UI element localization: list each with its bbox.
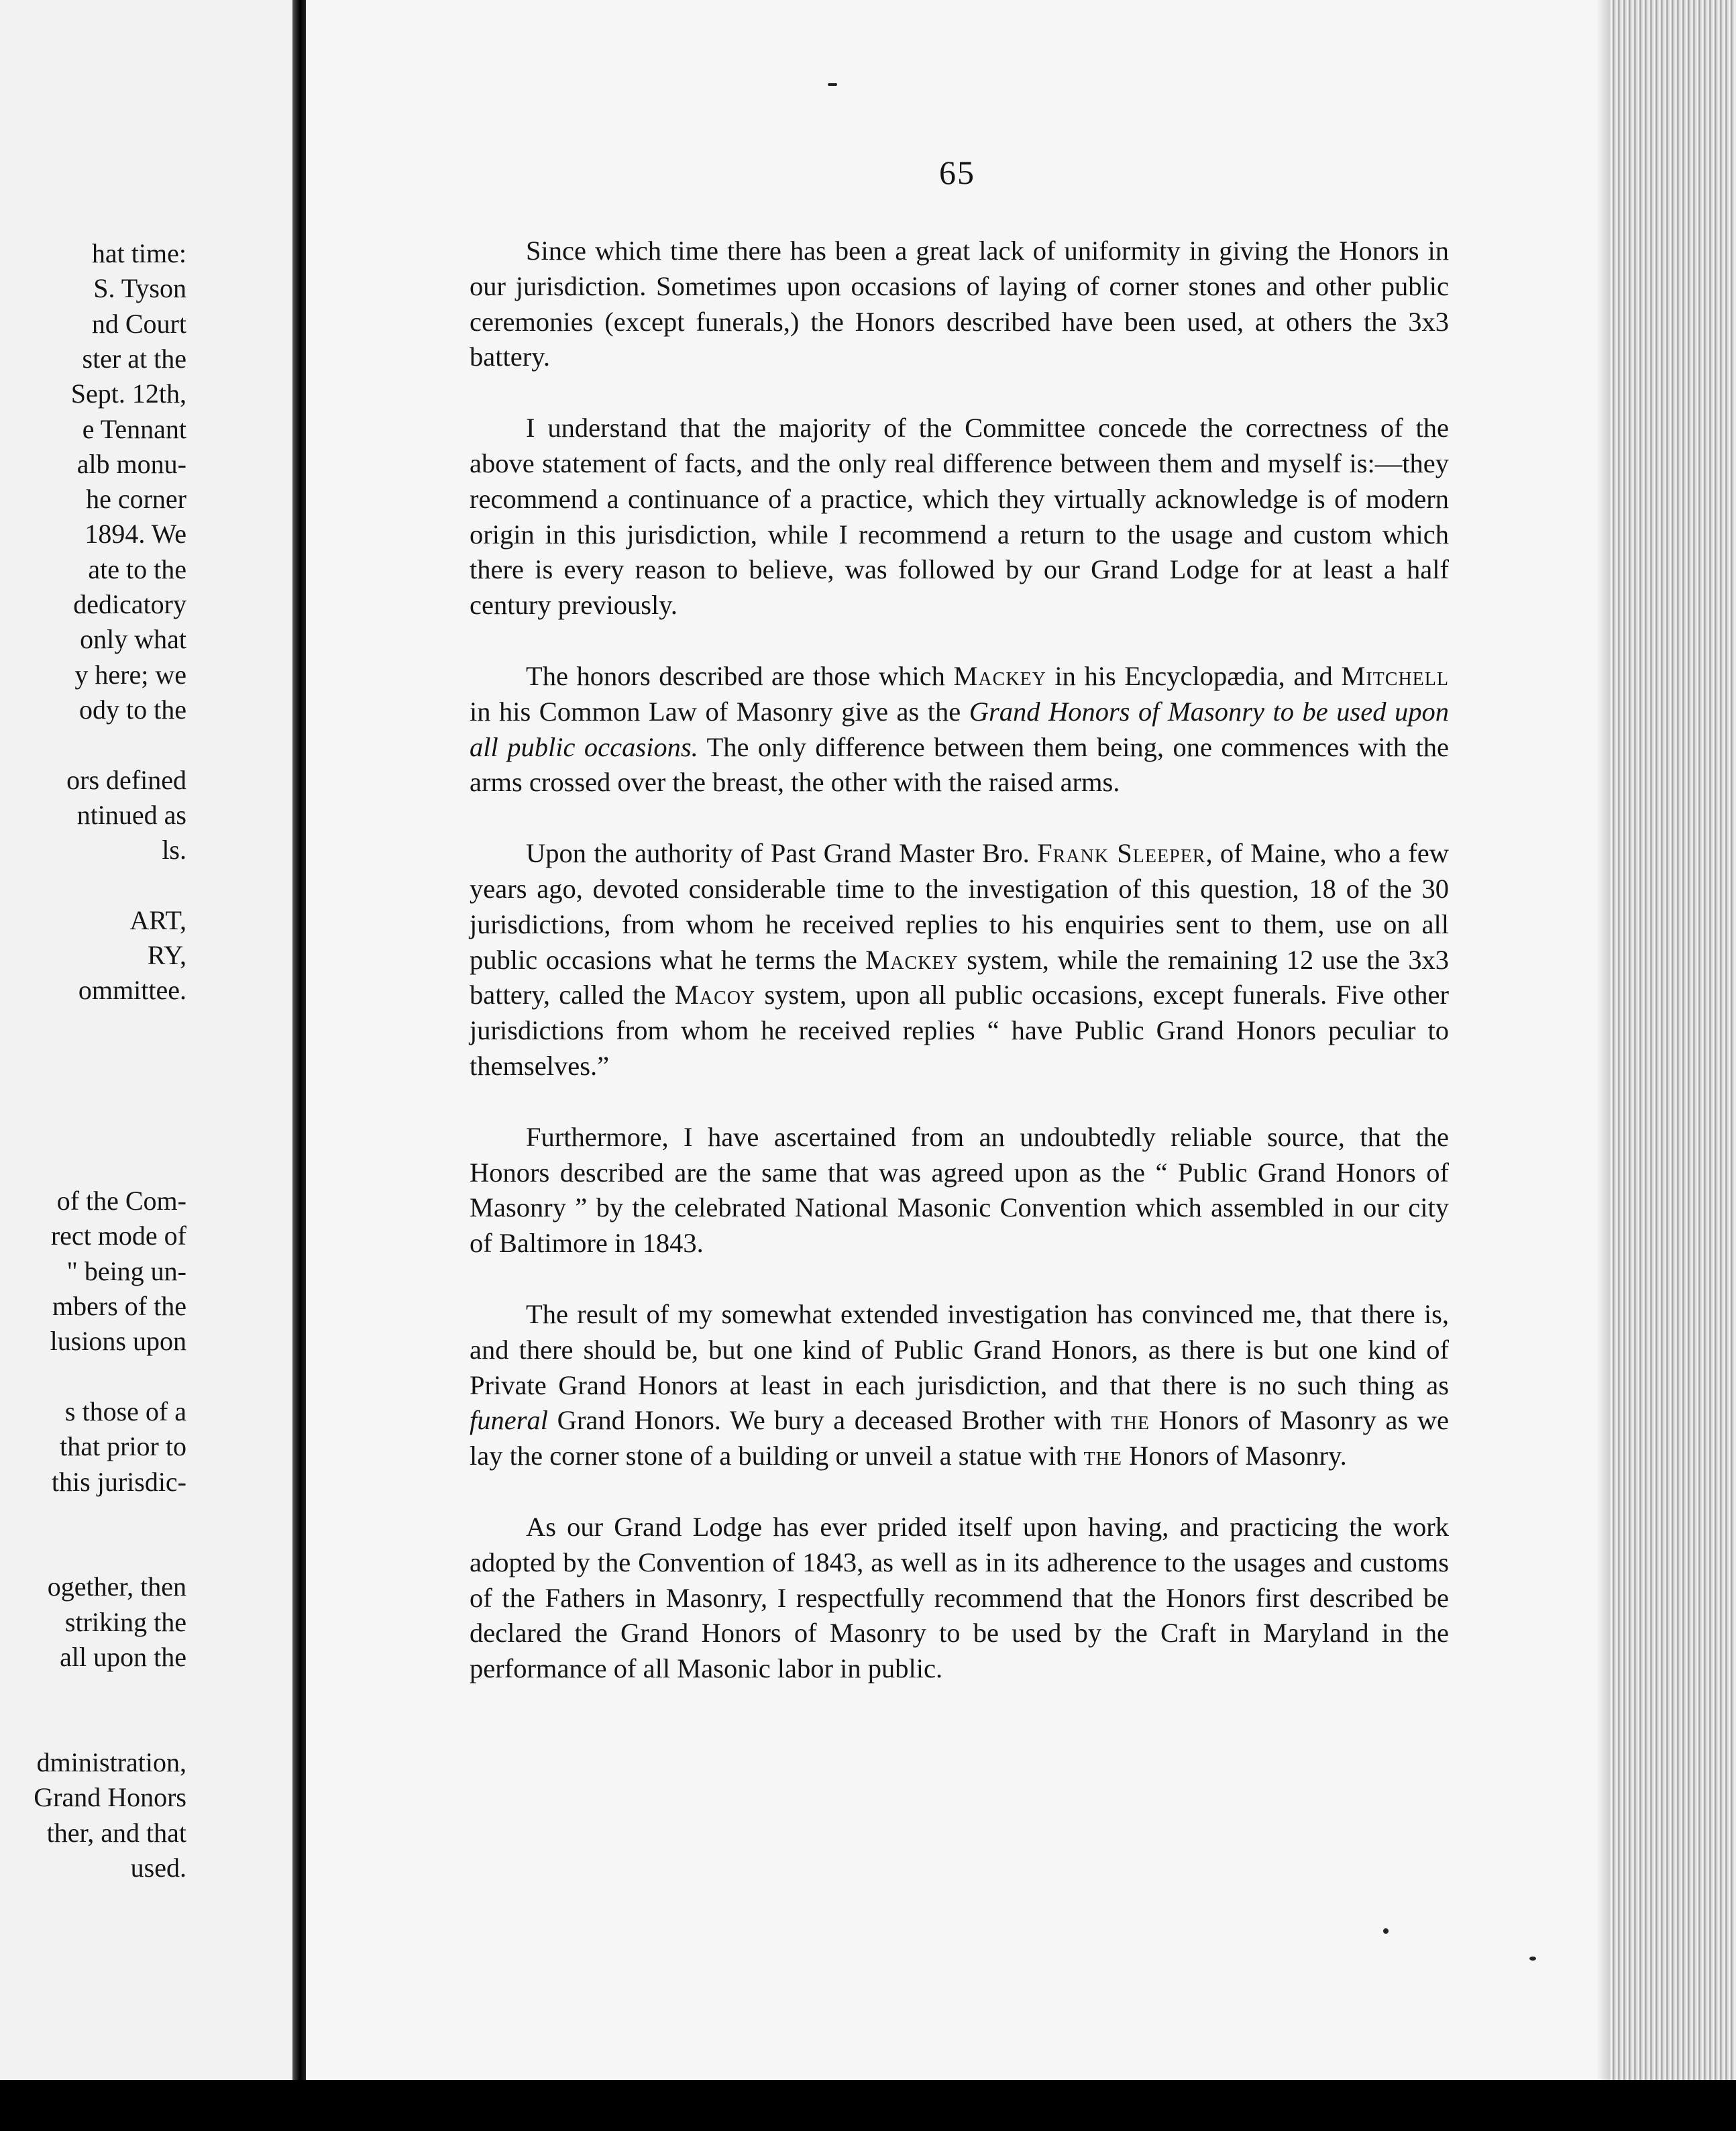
book-page-edges (1610, 0, 1736, 2131)
left-page-line: ors defined (66, 764, 186, 795)
paragraph-4 (470, 836, 1449, 1084)
left-page-line: Grand Honors (34, 1782, 186, 1813)
left-page-line: ntinued as (76, 799, 186, 830)
left-page-line: ody to the (79, 694, 186, 725)
left-page-line: RY, (147, 940, 186, 970)
paragraph-3 (470, 659, 1449, 800)
left-page-line: dministration, (36, 1747, 186, 1777)
italic-phrase: Grand Honors of Masonry to be used upon all public occasions. (470, 696, 1449, 762)
page-number: 65 (939, 154, 975, 191)
left-page-line: striking the (64, 1606, 186, 1637)
left-page-line: ommittee. (78, 975, 186, 1006)
paragraph-7: As our Grand Lodge has ever prided itself upon having, and practicing the work adopted by the Convention of 1843, as well as in its adherence to the usages and customs of the Fathers in Masonry, I respectfully recommend that the Honors first described be declared the Grand Honors of Masonry to be used by the Craft in Maryland in the performance of all Masonic labor in public. (470, 1511, 1449, 1684)
paragraph-4-text: system, upon all public occasions, except funerals. Five other jurisdictions from whom he received replies “ have Public Grand Honors peculiar to themselves.” (470, 980, 1449, 1081)
ink-speck (828, 83, 837, 86)
paragraph-3-text: in his Encyclopædia, and (1046, 660, 1342, 691)
ink-speck (1383, 1928, 1389, 1934)
italic-funeral: funeral (470, 1405, 548, 1436)
paragraph-6-text: The result of my somewhat extended investigation has convinced me, that there is, and there should be, but one kind of Public Grand Honors, as there is but one kind of Private Grand Honors at least in each jurisdiction, and that there is no such thing as (470, 1298, 1449, 1400)
left-page-line: hat time: (91, 238, 186, 268)
left-page-line: 1894. We (85, 519, 186, 550)
paragraph-1: Since which time there has been a great lack of uniformity in giving the Honors in our jurisdiction. Sometimes upon occasions of laying of corner stones and other public ceremonies (except funerals,) the Honors described have been used, at others the 3x3 battery. (470, 236, 1449, 372)
left-page-line: " being un- (66, 1255, 186, 1286)
book-gutter (292, 0, 306, 2131)
left-page-line: of the Com- (56, 1186, 186, 1216)
left-page-line: all upon the (60, 1642, 186, 1672)
name-macoy: Macoy (674, 980, 756, 1010)
left-page-line: that prior to (60, 1431, 186, 1462)
paragraph-3-text: The honors described are those which (526, 660, 954, 691)
paragraph-2: I understand that the majority of the Committee concede the correctness of the above statement of facts, and the only real difference between them and myself is:—they recommend a continuance of a practice, which they virtually acknowledge is of modern origin in this jurisdiction, while I recommend a return to the usage and custom which there is every reason to believe, was followed by our Grand Lodge for at least a half century previously. (470, 413, 1449, 621)
left-page-line: y here; we (74, 659, 186, 690)
paragraph-6-text: Honors of Masonry. (1122, 1441, 1347, 1471)
left-page-line: ART, (129, 904, 186, 935)
name-mackey: Mackey (865, 944, 959, 975)
scan-border (0, 2080, 1736, 2131)
left-page-line: ogether, then (47, 1571, 186, 1602)
name-mackey: Mackey (953, 660, 1046, 691)
name-frank-sleeper: Frank Sleeper (1037, 838, 1206, 869)
left-page-line: ster at the (82, 343, 186, 374)
left-page-line: Sept. 12th, (70, 378, 186, 409)
left-page-line: this jurisdic- (51, 1466, 186, 1497)
left-page-line: used. (130, 1852, 186, 1883)
left-page-line: S. Tyson (93, 273, 186, 304)
left-page-line: alb monu- (76, 448, 186, 479)
left-page-line: he corner (86, 484, 186, 515)
name-mitchell: Mitchell (1341, 660, 1449, 691)
paragraph-6-text: Honors of Masonry as we lay the corner stone of a building or unveil a statue with (470, 1405, 1449, 1471)
left-page-line: ther, and that (46, 1817, 186, 1848)
ink-speck (1529, 1957, 1536, 1961)
paragraph-4-text: , of Maine, who a few years ago, devoted considerable time to the investigation of this question, 18 of the 30 jurisdictions, from whom he received replies to his enquiries sent to them, use on all public occasions what he terms the (470, 838, 1449, 975)
left-page-line: e Tennant (82, 413, 186, 444)
left-page-line: only what (80, 624, 186, 655)
paragraph-5: Furthermore, I have ascertained from an undoubtedly reliable source, that the Honors described are the same that was agreed upon as the “ Public Grand Honors of Masonry ” by the celebrated National Masonic Convention which assembled in our city of Baltimore in 1843. (470, 1121, 1449, 1259)
main-text (470, 233, 1449, 1687)
word-the: the (1083, 1441, 1122, 1471)
paragraph-3-text: The only difference between them being, one commences with the arms crossed over the breast, the other with the raised arms. (470, 731, 1449, 798)
left-page-line: ls. (162, 835, 186, 866)
paragraph-4-text: system, while the remaining 12 use the 3x3 battery, called the (470, 944, 1450, 1010)
paragraph-6-text: Grand Honors. We bury a deceased Brother with (548, 1405, 1111, 1436)
paragraph-6 (470, 1297, 1449, 1474)
left-page-line: ate to the (88, 554, 186, 584)
left-page-line: mbers of the (52, 1291, 186, 1321)
left-page-line: lusions upon (50, 1326, 186, 1357)
left-page-line: s those of a (64, 1396, 186, 1426)
left-page (0, 0, 292, 2131)
left-page-line: nd Court (91, 308, 186, 339)
word-the: the (1111, 1405, 1150, 1436)
paragraph-4-text: Upon the authority of Past Grand Master Bro. (526, 838, 1038, 869)
left-page-line: rect mode of (50, 1220, 186, 1251)
paragraph-3-text: in his Common Law of Masonry give as the (470, 696, 969, 727)
left-page-line: dedicatory (73, 589, 186, 619)
